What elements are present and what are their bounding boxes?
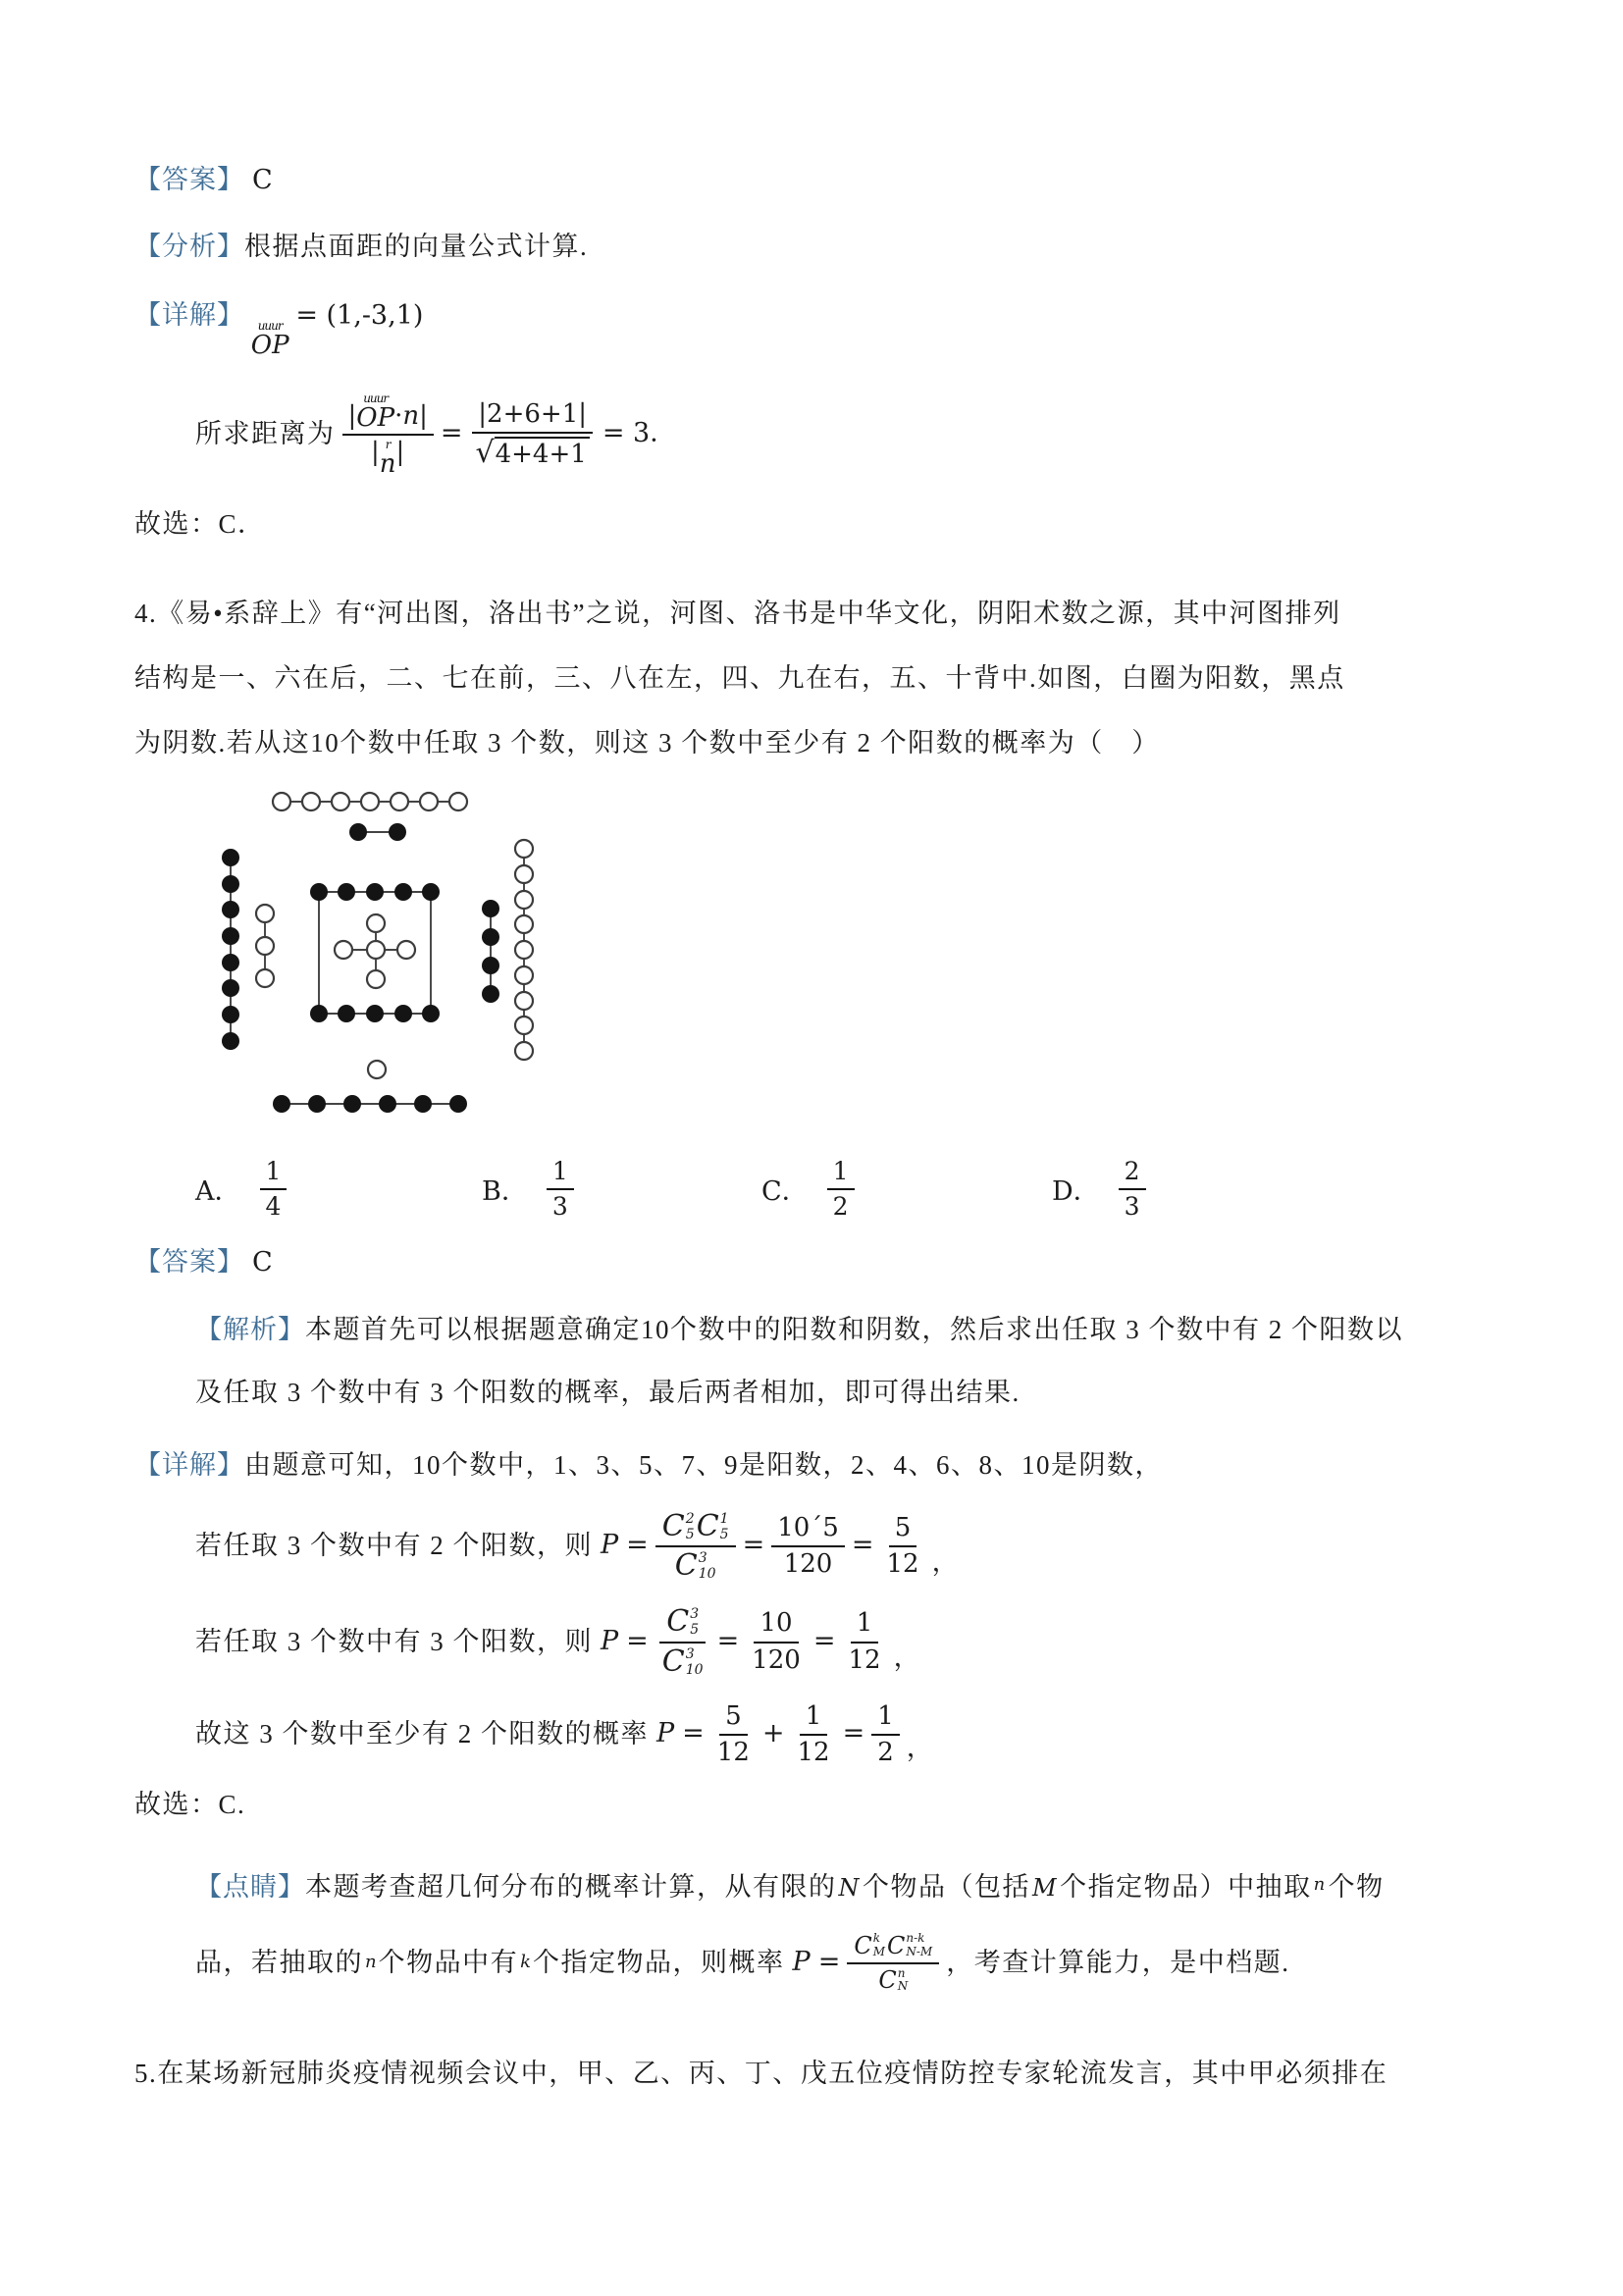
west-outer-9-white-dot [515, 915, 533, 933]
dianjing-line-2: 品，若抽取的 n 个物品中有 k 个指定物品，则概率 P = C k M C n-k N-M C n N ，考查计算能力，是中档题. [195, 1930, 1290, 1995]
center-top-5-black-dot [338, 883, 355, 901]
combination: C n-k N-M [886, 1930, 933, 1959]
jiexi-label: 【解析】 [195, 1315, 305, 1344]
east-outer-8-black-dot [222, 849, 239, 866]
west-inner-4-black-dot [482, 985, 499, 1003]
east-outer-8-black-dot [222, 901, 239, 918]
center-top-5-black-dot [310, 883, 328, 901]
q4-conclusion: 故选：C. [134, 1789, 246, 1819]
south-inner-2-black-dot [389, 823, 406, 841]
q4-formula-3: 故这 3 个数中至少有 2 个阳数的概率 P = $\frac{5}{12}$ + $\frac{1}{12}$ = $\frac{1}{2}$ ， [195, 1700, 933, 1767]
south-outer-7-white-dot [361, 793, 379, 810]
west-inner-4-black-dot [482, 900, 499, 917]
vector-arrow-artifact: uuur [257, 319, 283, 333]
op-vector-value: = (1,-3,1) [295, 300, 424, 331]
north-inner-1-white-dot [368, 1061, 386, 1078]
q4-detail-line: 【详解】由题意可知，10个数中，1、3、5、7、9是阳数，2、4、6、8、10是阴数， [134, 1450, 1163, 1480]
west-outer-9-white-dot [515, 966, 533, 984]
east-outer-8-black-dot [222, 927, 239, 945]
combination-fraction [655, 1510, 736, 1582]
west-inner-4-black-dot [482, 928, 499, 946]
q3-detail-line [134, 295, 1456, 358]
center-top-5-black-dot [394, 883, 412, 901]
q3-distance-formula: 所求距离为 | uuur OP · n | | r n | = |2+6+1| √ 4+4+1 = 3． [195, 391, 677, 479]
east-inner-3-white-dot [256, 969, 274, 987]
q4-formula-1: 若任取 3 个数中有 2 个阳数，则 P = C 2 5 C 1 5 C 3 10 = $\frac{10´5}{120}$ = $\frac{5}{12}$ ， [195, 1509, 959, 1584]
q3-answer-line [134, 160, 1456, 200]
distance-prefix: 所求距离为 [195, 419, 336, 449]
detail-label: 【详解】 [134, 300, 244, 330]
center-bottom-5-black-dot [310, 1005, 328, 1022]
n-vector: r n [379, 438, 396, 479]
east-outer-8-black-dot [222, 875, 239, 893]
west-outer-9-white-dot [515, 941, 533, 959]
south-outer-7-white-dot [332, 793, 349, 810]
question-5-text: 5.在某场新冠肺炎疫情视频会议中，甲、乙、丙、丁、戊五位疫情防控专家轮流发言，其中甲必须排在 [134, 2059, 1388, 2089]
detail-label: 【详解】 [134, 1450, 244, 1480]
east-inner-3-white-dot [256, 937, 274, 955]
var-n: n [365, 1952, 377, 1973]
op-vector: uuur OP [250, 319, 289, 360]
north-outer-6-black-dot [273, 1095, 290, 1113]
q4-text-line-3: 为阴数.若从这10个数中任取 3 个数，则这 3 个数中至少有 2 个阳数的概率为（ ） [134, 728, 1160, 757]
analysis-text: 根据点面距的向量公式计算. [244, 232, 589, 261]
q4-dianjing-block [195, 1853, 1456, 1994]
jiexi-line-1: 【解析】本题首先可以根据题意确定10个数中的阳数和阴数，然后求出任取 3 个数中有 2 个阳数以 [195, 1315, 1403, 1344]
q4-answer-line [134, 1242, 1456, 1282]
combination: C k M [854, 1930, 885, 1959]
option-a: A． $\frac{1}{4}$ [195, 1157, 482, 1221]
west-outer-9-white-dot [515, 1042, 533, 1060]
south-outer-7-white-dot [391, 793, 408, 810]
south-outer-7-white-dot [273, 793, 290, 810]
west-outer-9-white-dot [515, 865, 533, 883]
center-top-5-black-dot [422, 883, 440, 901]
hypergeometric-formula [847, 1931, 939, 1994]
combination: C 3 10 [661, 1644, 704, 1679]
center-bottom-5-black-dot [394, 1005, 412, 1022]
op-vector: uuur OP [356, 391, 395, 433]
south-outer-7-white-dot [449, 793, 467, 810]
center-top-5-black-dot [366, 883, 384, 901]
sqrt: √ 4+4+1 [475, 437, 589, 469]
q4-options [195, 1157, 1456, 1221]
combination: C 3 10 [674, 1548, 716, 1584]
west-outer-9-white-dot [515, 1017, 533, 1034]
north-outer-6-black-dot [379, 1095, 396, 1113]
center-bottom-5-black-dot [422, 1005, 440, 1022]
center-bottom-5-black-dot [366, 1005, 384, 1022]
q4-solution [134, 1242, 1456, 1994]
south-inner-2-black-dot [349, 823, 367, 841]
answer-value: C [252, 1247, 273, 1278]
north-outer-6-black-dot [308, 1095, 326, 1113]
var-N: N [838, 1873, 861, 1902]
east-outer-8-black-dot [222, 1006, 239, 1023]
numeric-fraction: |2+6+1| √ 4+4+1 [469, 399, 595, 469]
distance-fraction: | uuur OP · n | | r n | [342, 391, 434, 477]
center-cross-5-white-dot [367, 914, 385, 932]
q4-formula-2: 若任取 3 个数中有 3 个阳数，则 P = C 3 5 C 3 10 = $\frac{10}{120}$ = $\frac{1}{12}$ ， [195, 1604, 920, 1679]
var-n: n [1313, 1873, 1327, 1895]
var-M: M [1032, 1873, 1059, 1902]
jiexi-line-2: 及任取 3 个数中有 3 个阳数的概率，最后两者相加，即可得出结果. [195, 1378, 1021, 1407]
west-outer-9-white-dot [515, 891, 533, 909]
east-outer-8-black-dot [222, 979, 239, 997]
west-outer-9-white-dot [515, 992, 533, 1010]
center-cross-5-white-dot [367, 941, 385, 959]
combination: C 1 5 [696, 1509, 729, 1544]
combination: C n N [878, 1965, 909, 1995]
center-cross-5-white-dot [397, 941, 415, 959]
hetu-figure-svg [134, 781, 605, 1124]
combination: C 3 5 [666, 1604, 700, 1640]
west-outer-9-white-dot [515, 840, 533, 858]
center-cross-5-white-dot [335, 941, 352, 959]
combination-fraction [655, 1605, 710, 1677]
option-b: B． $\frac{1}{3}$ [482, 1157, 761, 1221]
option-c: C． $\frac{1}{2}$ [761, 1157, 1052, 1221]
answer-label: 【答案】 [134, 1247, 244, 1277]
south-outer-7-white-dot [420, 793, 438, 810]
north-outer-6-black-dot [414, 1095, 432, 1113]
q4-jiexi-block [195, 1298, 1456, 1424]
distance-result: = 3． [602, 418, 677, 449]
dianjing-label: 【点睛】 [195, 1871, 305, 1902]
q3-conclusion: 故选：C． [134, 509, 266, 539]
east-outer-8-black-dot [222, 954, 239, 971]
answer-value: C [252, 165, 273, 195]
east-inner-3-white-dot [256, 905, 274, 922]
center-bottom-5-black-dot [338, 1005, 355, 1022]
east-outer-8-black-dot [222, 1032, 239, 1050]
center-cross-5-white-dot [367, 970, 385, 988]
option-d: D． $\frac{2}{3}$ [1052, 1157, 1153, 1221]
west-inner-4-black-dot [482, 957, 499, 974]
north-outer-6-black-dot [343, 1095, 361, 1113]
combination: C 2 5 [661, 1509, 695, 1544]
q3-analysis-line [134, 227, 1456, 266]
question-4 [134, 581, 1456, 1221]
var-k: k [520, 1952, 532, 1973]
analysis-label: 【分析】 [134, 232, 244, 261]
hetu-diagram [134, 781, 1456, 1131]
q3-solution [134, 160, 1456, 544]
south-outer-7-white-dot [302, 793, 320, 810]
dianjing-line-1: 【点睛】本题考查超几何分布的概率计算，从有限的N个物品（包括M个指定物品）中抽取 $^n$个物 [195, 1871, 1385, 1902]
answer-label: 【答案】 [134, 165, 244, 194]
q4-text-line-1: 4.《易•系辞上》有“河出图，洛出书”之说，河图、洛书是中华文化，阴阳术数之源，其中河图排列 [134, 599, 1341, 628]
north-outer-6-black-dot [449, 1095, 467, 1113]
q4-text-line-2: 结构是一、六在后，二、七在前，三、八在左，四、九在右，五、十背中.如图，白圈为阳数，黑点 [134, 663, 1345, 693]
